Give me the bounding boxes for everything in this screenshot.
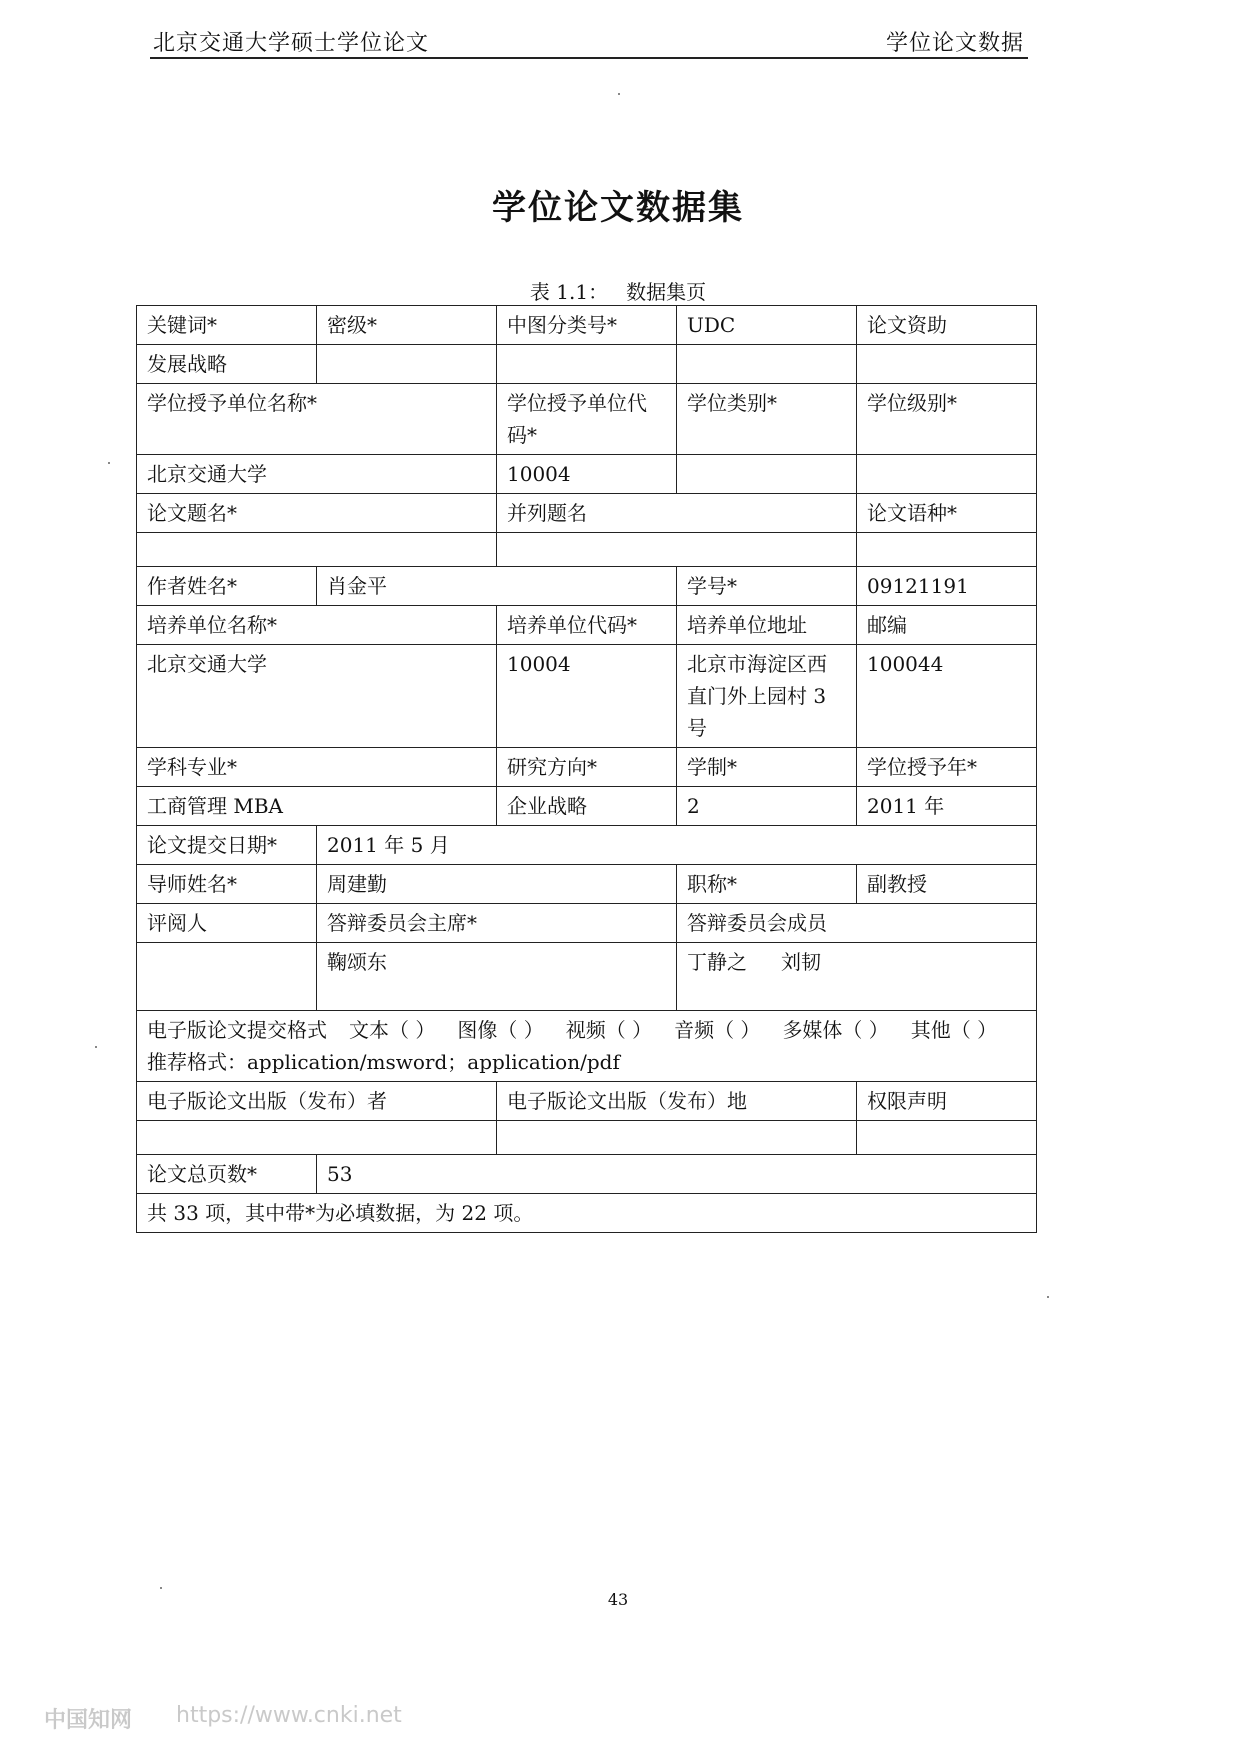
cell-committee-chair-value: 鞠颂东	[317, 943, 677, 1011]
table-caption-label: 表 1.1：	[529, 280, 609, 304]
running-header-left: 北京交通大学硕士学位论文	[153, 31, 430, 56]
cell-keywords-value: 发展战略	[137, 345, 317, 384]
cell-student-id-label: 学号*	[677, 567, 857, 606]
cell-submission-date-value: 2011 年 5 月	[317, 826, 1037, 865]
cell-keywords-label: 关键词*	[137, 306, 317, 345]
table-row	[137, 826, 1037, 865]
format-options	[147, 1014, 1026, 1046]
table-row	[137, 606, 1037, 645]
cell-program-length-value: 2	[677, 787, 857, 826]
cell-training-unit-name-value: 北京交通大学	[137, 645, 497, 748]
cell-secret-label: 密级*	[317, 306, 497, 345]
format-option: 其他（ ）	[910, 1018, 998, 1042]
cell-thesis-language-label: 论文语种*	[857, 494, 1037, 533]
cell-author-label: 作者姓名*	[137, 567, 317, 606]
format-option: 视频（ ）	[565, 1018, 653, 1042]
cell-udc-label: UDC	[677, 306, 857, 345]
running-header-right: 学位论文数据	[886, 31, 1025, 56]
cell-publisher-value	[137, 1121, 497, 1155]
table-row	[137, 865, 1037, 904]
cell-student-id-value: 09121191	[857, 567, 1037, 606]
cell-degree-year-value: 2011 年	[857, 787, 1037, 826]
cell-research-direction-value: 企业战略	[497, 787, 677, 826]
scan-speck	[160, 1587, 162, 1589]
cell-total-pages-value: 53	[317, 1155, 1037, 1194]
recommended-format: 推荐格式：application/msword；application/pdf	[147, 1050, 620, 1074]
cell-postcode-value: 100044	[857, 645, 1037, 748]
cell-secret-value	[317, 345, 497, 384]
scan-speck	[95, 1046, 97, 1048]
cell-advisor-label: 导师姓名*	[137, 865, 317, 904]
table-row	[137, 455, 1037, 494]
cell-publish-place-value	[497, 1121, 857, 1155]
dataset-table	[136, 305, 1037, 1233]
cell-parallel-title-label: 并列题名	[497, 494, 857, 533]
table-row	[137, 345, 1037, 384]
cell-parallel-title-value	[497, 533, 857, 567]
cell-submission-date-label: 论文提交日期*	[137, 826, 317, 865]
cell-major-label: 学科专业*	[137, 748, 497, 787]
cell-degree-unit-code-value: 10004	[497, 455, 677, 494]
cell-publish-place-label: 电子版论文出版（发布）地	[497, 1082, 857, 1121]
table-row	[137, 494, 1037, 533]
table-row	[137, 306, 1037, 345]
scan-speck	[1047, 1296, 1049, 1298]
cell-clc-label: 中图分类号*	[497, 306, 677, 345]
cell-degree-unit-name-value: 北京交通大学	[137, 455, 497, 494]
cell-advisor-title-label: 职称*	[677, 865, 857, 904]
scan-speck	[618, 93, 620, 95]
cell-funding-value	[857, 345, 1037, 384]
table-caption-text: 数据集页	[626, 280, 707, 304]
cell-funding-label: 论文资助	[857, 306, 1037, 345]
cell-advisor-title-value: 副教授	[857, 865, 1037, 904]
cell-publisher-label: 电子版论文出版（发布）者	[137, 1082, 497, 1121]
cell-udc-value	[677, 345, 857, 384]
cell-training-unit-address-value: 北京市海淀区西直门外上园村 3 号	[677, 645, 857, 748]
cell-clc-value	[497, 345, 677, 384]
cell-submission-format	[137, 1011, 1037, 1082]
cell-degree-category-value	[677, 455, 857, 494]
cell-training-unit-address-label: 培养单位地址	[677, 606, 857, 645]
table-row	[137, 1082, 1037, 1121]
table-row	[137, 1011, 1037, 1082]
cell-committee-members-value	[677, 943, 1037, 1011]
cell-degree-level-label: 学位级别*	[857, 384, 1037, 455]
cell-postcode-label: 邮编	[857, 606, 1037, 645]
cell-advisor-value: 周建勤	[317, 865, 677, 904]
page-number: 43	[607, 1590, 629, 1609]
table-row	[137, 645, 1037, 748]
cell-thesis-title-label: 论文题名*	[137, 494, 497, 533]
cell-committee-chair-label: 答辩委员会主席*	[317, 904, 677, 943]
committee-member: 丁静之	[687, 950, 747, 974]
table-row	[137, 384, 1037, 455]
page-title: 学位论文数据集	[492, 188, 744, 228]
cell-major-value: 工商管理 MBA	[137, 787, 497, 826]
cell-rights-label: 权限声明	[857, 1082, 1037, 1121]
cell-author-value: 肖金平	[317, 567, 677, 606]
header-rule	[150, 57, 1028, 59]
table-row	[137, 1121, 1037, 1155]
format-label: 电子版论文提交格式	[147, 1018, 327, 1042]
cnki-watermark-url: https://www.cnki.net	[176, 1703, 402, 1728]
cell-thesis-language-value	[857, 533, 1037, 567]
cell-degree-year-label: 学位授予年*	[857, 748, 1037, 787]
cell-degree-unit-name-label: 学位授予单位名称*	[137, 384, 497, 455]
table-row	[137, 533, 1037, 567]
cell-reviewer-value	[137, 943, 317, 1011]
cell-program-length-label: 学制*	[677, 748, 857, 787]
cell-training-unit-code-label: 培养单位代码*	[497, 606, 677, 645]
committee-member: 刘韧	[781, 950, 821, 974]
cell-research-direction-label: 研究方向*	[497, 748, 677, 787]
format-option: 图像（ ）	[457, 1018, 544, 1042]
cell-rights-value	[857, 1121, 1037, 1155]
cnki-watermark-logo: 中国知网	[44, 1708, 133, 1733]
cell-degree-level-value	[857, 455, 1037, 494]
table-row	[137, 567, 1037, 606]
table-row	[137, 943, 1037, 1011]
cell-total-pages-label: 论文总页数*	[137, 1155, 317, 1194]
cell-thesis-title-value	[137, 533, 497, 567]
table-row	[137, 1155, 1037, 1194]
format-option: 文本（ ）	[349, 1018, 436, 1042]
cell-reviewer-label: 评阅人	[137, 904, 317, 943]
cell-training-unit-code-value: 10004	[497, 645, 677, 748]
scan-speck	[108, 462, 110, 464]
format-option: 多媒体（ ）	[782, 1018, 889, 1042]
format-option: 音频（ ）	[674, 1018, 761, 1042]
table-row	[137, 904, 1037, 943]
cell-summary: 共 33 项，其中带*为必填数据，为 22 项。	[137, 1194, 1037, 1233]
table-caption	[0, 276, 1236, 305]
table-row	[137, 748, 1037, 787]
table-row	[137, 787, 1037, 826]
cell-degree-category-label: 学位类别*	[677, 384, 857, 455]
cell-training-unit-name-label: 培养单位名称*	[137, 606, 497, 645]
table-row	[137, 1194, 1037, 1233]
cell-committee-members-label: 答辩委员会成员	[677, 904, 1037, 943]
cell-degree-unit-code-label: 学位授予单位代码*	[497, 384, 677, 455]
